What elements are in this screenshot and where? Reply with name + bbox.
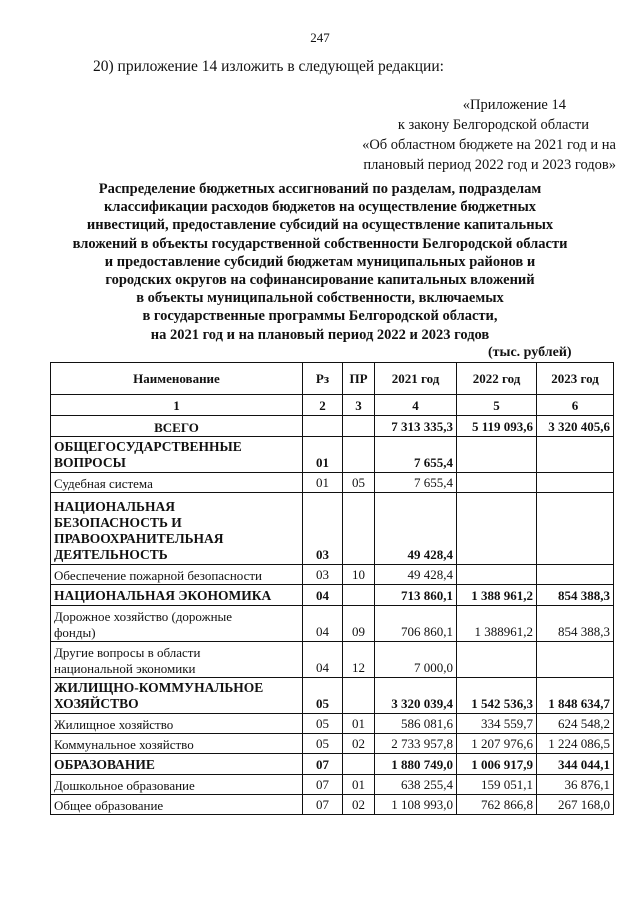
row-rz: 03 bbox=[303, 493, 343, 565]
header-2022: 2022 год bbox=[457, 363, 537, 395]
row-rz: 01 bbox=[303, 473, 343, 493]
row-pr bbox=[343, 416, 375, 437]
heading-line: на 2021 год и на плановый период 2022 и 2023 годов bbox=[150, 326, 490, 343]
header-name: Наименование bbox=[51, 363, 303, 395]
row-2021: 1 880 749,0 bbox=[375, 754, 457, 775]
row-name: ЖИЛИЩНО-КОММУНАЛЬНОЕ ХОЗЯЙСТВО bbox=[51, 678, 303, 714]
row-name: ОБЩЕГОСУДАРСТВЕННЫЕ ВОПРОСЫ bbox=[51, 437, 303, 473]
heading-line: в государственные программы Белгородской области, bbox=[142, 308, 498, 325]
row-name: Жилищное хозяйство bbox=[51, 714, 303, 734]
row-2021: 7 655,4 bbox=[375, 437, 457, 473]
heading-line: в объекты муниципальной собственности, включаемых bbox=[136, 290, 504, 307]
row-2021: 7 313 335,3 bbox=[375, 416, 457, 437]
row-2023: 854 388,3 bbox=[537, 606, 614, 642]
annex-law-title-line2: плановый период 2022 год и 2023 годов» bbox=[363, 157, 616, 173]
row-pr: 01 bbox=[343, 714, 375, 734]
row-2022 bbox=[457, 437, 537, 473]
units-label: (тыс. рублей) bbox=[488, 345, 572, 360]
row-rz: 04 bbox=[303, 585, 343, 606]
column-number: 6 bbox=[537, 395, 614, 416]
table-row bbox=[51, 437, 614, 473]
row-2022: 1 388961,2 bbox=[457, 606, 537, 642]
row-2023 bbox=[537, 493, 614, 565]
header-pr: ПР bbox=[343, 363, 375, 395]
row-2023: 3 320 405,6 bbox=[537, 416, 614, 437]
row-2021: 49 428,4 bbox=[375, 565, 457, 585]
row-pr: 09 bbox=[343, 606, 375, 642]
row-2023: 1 224 086,5 bbox=[537, 734, 614, 754]
row-name: Дорожное хозяйство (дорожные фонды) bbox=[51, 606, 303, 642]
heading-line: Распределение бюджетных ассигнований по разделам, подразделам bbox=[98, 181, 542, 197]
heading-line: и предоставление субсидий бюджетам муниципальных районов и bbox=[104, 253, 536, 270]
row-pr: 01 bbox=[343, 775, 375, 795]
row-2023: 854 388,3 bbox=[537, 585, 614, 606]
row-pr: 12 bbox=[343, 642, 375, 678]
table-row bbox=[51, 642, 614, 678]
column-number: 1 bbox=[51, 395, 303, 416]
row-2021: 7 000,0 bbox=[375, 642, 457, 678]
row-pr bbox=[343, 493, 375, 565]
row-2021: 638 255,4 bbox=[375, 775, 457, 795]
column-number: 3 bbox=[343, 395, 375, 416]
row-2022: 762 866,8 bbox=[457, 795, 537, 815]
row-name: Обеспечение пожарной безопасности bbox=[51, 565, 303, 585]
row-rz: 04 bbox=[303, 642, 343, 678]
row-rz bbox=[303, 416, 343, 437]
row-name: ВСЕГО bbox=[51, 416, 303, 437]
row-rz: 05 bbox=[303, 714, 343, 734]
annex-law-line: к закону Белгородской области bbox=[397, 117, 589, 133]
row-2023 bbox=[537, 642, 614, 678]
row-2022: 1 388 961,2 bbox=[457, 585, 537, 606]
row-2023: 624 548,2 bbox=[537, 714, 614, 734]
annex-law-title-line1: «Об областном бюджете на 2021 год и на bbox=[362, 137, 616, 153]
row-2023: 1 848 634,7 bbox=[537, 678, 614, 714]
row-name: Другие вопросы в области национальной экономики bbox=[51, 642, 303, 678]
table-header-row bbox=[51, 363, 614, 395]
column-number: 2 bbox=[303, 395, 343, 416]
row-pr: 02 bbox=[343, 795, 375, 815]
table-row bbox=[51, 714, 614, 734]
row-name: Коммунальное хозяйство bbox=[51, 734, 303, 754]
amendment-intro: 20) приложение 14 изложить в следующей редакции: bbox=[93, 58, 444, 75]
budget-table bbox=[50, 362, 614, 815]
row-2021: 713 860,1 bbox=[375, 585, 457, 606]
row-2021: 3 320 039,4 bbox=[375, 678, 457, 714]
row-name: НАЦИОНАЛЬНАЯ БЕЗОПАСНОСТЬ И ПРАВООХРАНИТЕЛЬНАЯ ДЕЯТЕЛЬНОСТЬ bbox=[51, 493, 303, 565]
annex-reference bbox=[330, 95, 616, 175]
row-2021: 2 733 957,8 bbox=[375, 734, 457, 754]
table-row bbox=[51, 775, 614, 795]
row-2023: 36 876,1 bbox=[537, 775, 614, 795]
table-row bbox=[51, 734, 614, 754]
table-row bbox=[51, 754, 614, 775]
row-2023 bbox=[537, 473, 614, 493]
row-rz: 07 bbox=[303, 795, 343, 815]
row-2022 bbox=[457, 565, 537, 585]
table-row bbox=[51, 473, 614, 493]
row-pr bbox=[343, 585, 375, 606]
row-2022 bbox=[457, 473, 537, 493]
row-2021: 49 428,4 bbox=[375, 493, 457, 565]
row-name: Дошкольное образование bbox=[51, 775, 303, 795]
row-name: НАЦИОНАЛЬНАЯ ЭКОНОМИКА bbox=[51, 585, 303, 606]
row-2022: 1 207 976,6 bbox=[457, 734, 537, 754]
row-2021: 7 655,4 bbox=[375, 473, 457, 493]
heading-line: вложений в объекты государственной собственности Белгородской области bbox=[72, 235, 568, 252]
row-2022: 159 051,1 bbox=[457, 775, 537, 795]
document-heading bbox=[40, 180, 600, 344]
row-rz: 07 bbox=[303, 754, 343, 775]
row-pr: 05 bbox=[343, 473, 375, 493]
row-2022: 5 119 093,6 bbox=[457, 416, 537, 437]
row-rz: 01 bbox=[303, 437, 343, 473]
table-row bbox=[51, 493, 614, 565]
row-pr: 10 bbox=[343, 565, 375, 585]
column-number: 5 bbox=[457, 395, 537, 416]
row-2021: 1 108 993,0 bbox=[375, 795, 457, 815]
table-row bbox=[51, 565, 614, 585]
row-rz: 04 bbox=[303, 606, 343, 642]
row-2021: 586 081,6 bbox=[375, 714, 457, 734]
row-2023: 267 168,0 bbox=[537, 795, 614, 815]
header-2021: 2021 год bbox=[375, 363, 457, 395]
annex-title: «Приложение 14 bbox=[462, 97, 566, 113]
row-pr bbox=[343, 754, 375, 775]
row-rz: 05 bbox=[303, 678, 343, 714]
row-2022: 1 006 917,9 bbox=[457, 754, 537, 775]
row-2023: 344 044,1 bbox=[537, 754, 614, 775]
heading-line: классификации расходов бюджетов на осуществление бюджетных bbox=[103, 199, 537, 216]
table-row bbox=[51, 585, 614, 606]
row-2021: 706 860,1 bbox=[375, 606, 457, 642]
row-pr bbox=[343, 678, 375, 714]
row-2022 bbox=[457, 493, 537, 565]
row-2022: 334 559,7 bbox=[457, 714, 537, 734]
row-2022 bbox=[457, 642, 537, 678]
header-rz: Рз bbox=[303, 363, 343, 395]
row-pr bbox=[343, 437, 375, 473]
row-rz: 03 bbox=[303, 565, 343, 585]
row-rz: 07 bbox=[303, 775, 343, 795]
row-2022: 1 542 536,3 bbox=[457, 678, 537, 714]
row-name: ОБРАЗОВАНИЕ bbox=[51, 754, 303, 775]
row-2023 bbox=[537, 565, 614, 585]
table-row bbox=[51, 606, 614, 642]
row-name: Судебная система bbox=[51, 473, 303, 493]
table-row bbox=[51, 678, 614, 714]
table-row bbox=[51, 795, 614, 815]
heading-line: городских округов на софинансирование капитальных вложений bbox=[105, 272, 535, 289]
header-2023: 2023 год bbox=[537, 363, 614, 395]
row-2023 bbox=[537, 437, 614, 473]
column-number-row bbox=[51, 395, 614, 416]
row-name: Общее образование bbox=[51, 795, 303, 815]
page-number: 247 bbox=[310, 30, 330, 45]
heading-line: инвестиций, предоставление субсидий на осуществление капитальных bbox=[86, 217, 554, 234]
row-pr: 02 bbox=[343, 734, 375, 754]
table-row-total bbox=[51, 416, 614, 437]
row-rz: 05 bbox=[303, 734, 343, 754]
column-number: 4 bbox=[375, 395, 457, 416]
